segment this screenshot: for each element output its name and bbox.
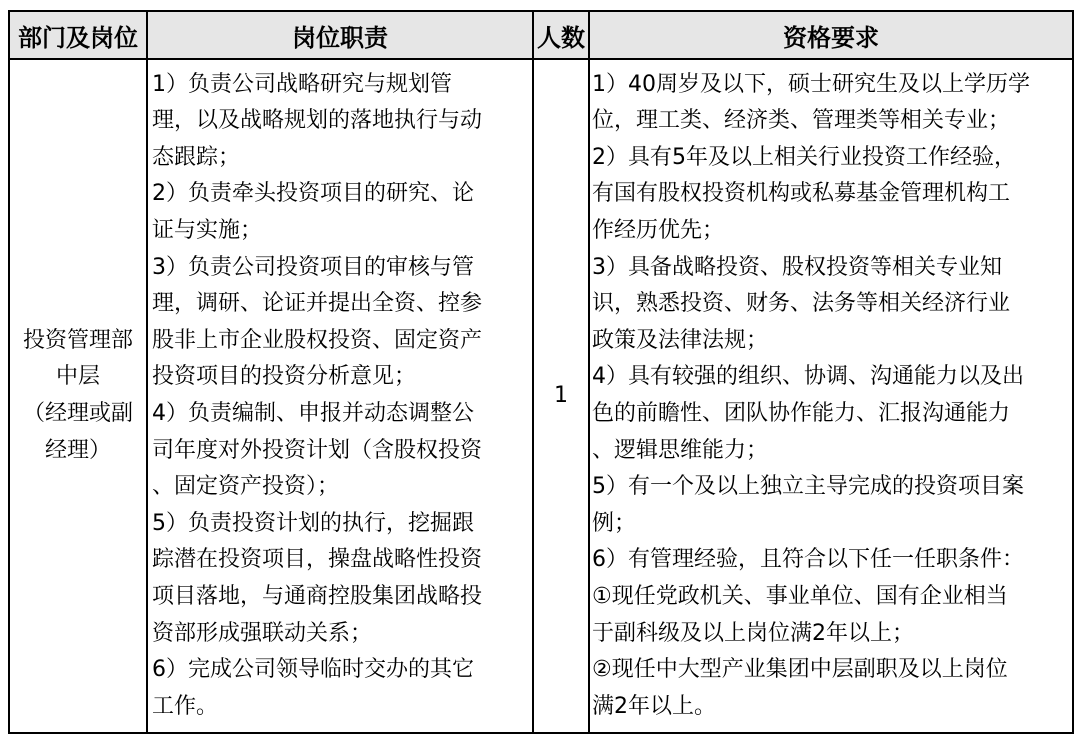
requirement-line: ①现任党政机关、事业单位、国有企业相当 [592,583,1008,609]
requirement-line: 、逻辑思维能力； [592,437,769,463]
duty-line: 2）负责牵头投资项目的研究、论 [152,181,474,207]
job-posting-table [8,10,1074,734]
requirement-line: 位，理工类、经济类、管理类等相关专业； [592,108,1011,134]
count-cell: 1 [533,59,589,733]
requirement-line: 4）具有较强的组织、协调、沟通能力以及出 [592,364,1024,390]
duty-line: 投资项目的投资分析意见； [152,364,417,390]
duty-line: 理，调研、论证并提出全资、控参 [152,291,483,317]
duty-line: 1）负责公司战略研究与规划管 [152,71,452,97]
requirement-line: 5）有一个及以上独立主导完成的投资项目案 [592,474,1024,500]
requirement-line: 满2年以上。 [592,693,716,719]
requirement-line: 色的前瞻性、团队协作能力、汇报沟通能力 [592,401,1011,426]
duty-line: 3）负责公司投资项目的审核与管 [152,254,474,280]
duty-line: 4）负责编制、申报并动态调整公 [152,401,474,426]
duty-line: 证与实施； [152,218,263,244]
department-line: 投资管理部 [22,327,133,353]
requirement-line: 1）40周岁及以下，硕士研究生及以上学历学 [592,71,1030,97]
duty-line: 5）负责投资计划的执行，挖掘跟 [152,510,474,536]
duty-line: 踪潜在投资项目，操盘战略性投资 [152,547,483,573]
department-line: 经理） [44,437,111,463]
requirements-cell [589,59,1073,733]
table-row [9,59,1073,733]
requirement-line: 作经历优先； [592,218,725,244]
duty-line: 股非上市企业股权投资、固定资产 [152,327,483,353]
department-line: 中层 [55,364,100,390]
requirement-line: 政策及法律法规； [592,327,769,353]
requirement-line: 3）具备战略投资、股权投资等相关专业知 [592,254,1002,280]
header-department: 部门及岗位 [9,11,147,59]
job-posting-table-container [8,10,1072,734]
header-row [9,11,1073,59]
duty-line: 6）完成公司领导临时交办的其它 [152,657,474,683]
requirement-line: 2）具有5年及以上相关行业投资工作经验， [592,144,1016,170]
duty-line: 工作。 [152,693,219,719]
header-duties: 岗位职责 [147,11,533,59]
header-count: 人数 [533,11,589,59]
requirement-line: 有国有股权投资机构或私募基金管理机构工 [592,181,1011,207]
header-requirements: 资格要求 [589,11,1073,59]
requirement-line: 识，熟悉投资、财务、法务等相关经济行业 [592,291,1011,317]
duty-line: 、固定资产投资）； [152,474,340,500]
requirement-line: 例； [592,510,637,536]
duty-line: 资部形成强联动关系； [152,620,373,646]
requirement-line: ②现任中大型产业集团中层副职及以上岗位 [592,657,1008,683]
requirement-line: 6）有管理经验，且符合以下任一任职条件： [592,547,1024,573]
requirement-line: 于副科级及以上岗位满2年以上； [592,620,914,646]
duty-line: 项目落地，与通商控股集团战略投 [152,583,483,609]
duty-line: 理，以及战略规划的落地执行与动 [152,108,483,134]
duty-line: 司年度对外投资计划（含股权投资 [152,437,483,463]
department-cell [9,59,147,733]
duties-cell [147,59,533,733]
department-line: （经理或副 [22,401,133,426]
duty-line: 态跟踪； [152,144,241,170]
